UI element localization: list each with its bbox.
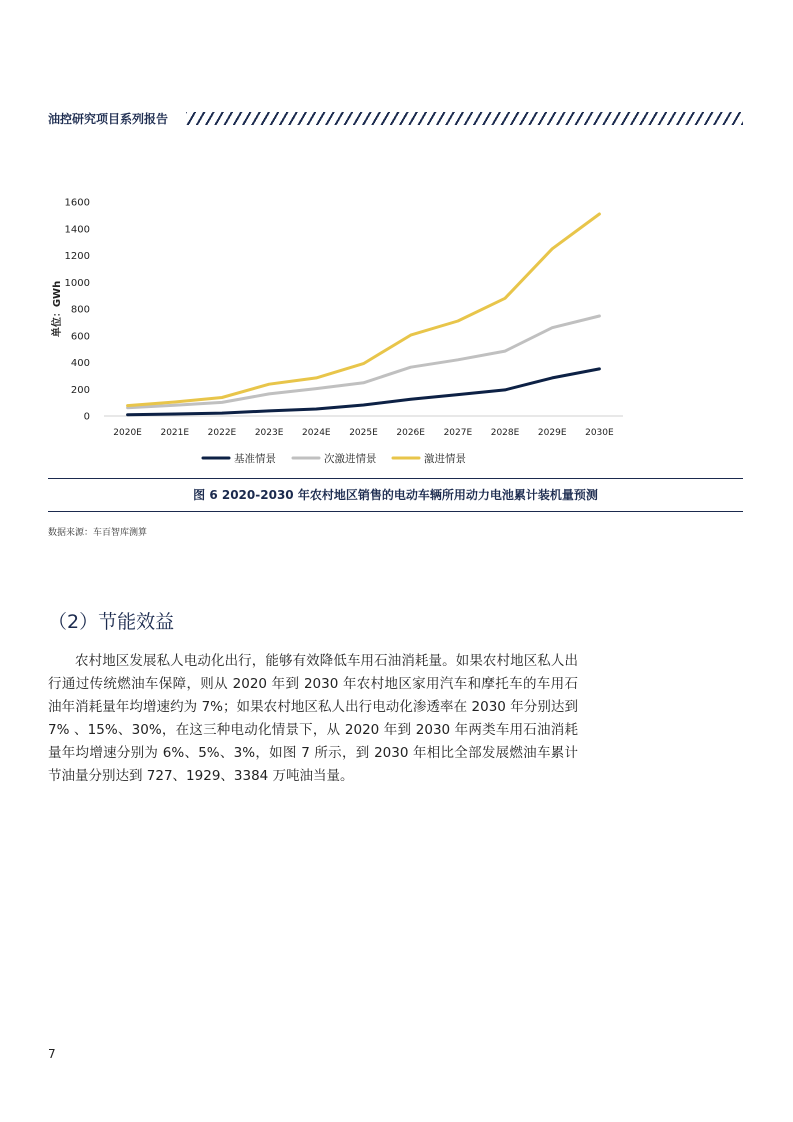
legend-label-2: 次激进情景: [324, 453, 377, 465]
data-point: [174, 413, 176, 415]
data-source: 数据来源：车百智库测算: [48, 528, 148, 538]
page-number: 7: [48, 1047, 56, 1061]
y-tick-label: 400: [70, 358, 90, 369]
data-point: [551, 327, 553, 329]
data-point: [598, 213, 600, 215]
data-point: [362, 362, 364, 364]
x-tick-label: 2023E: [254, 428, 284, 438]
y-tick-label: 600: [70, 331, 90, 343]
y-tick-label: 1000: [64, 277, 90, 289]
data-point: [126, 413, 128, 415]
x-tick-label: 2028E: [490, 428, 520, 438]
data-point: [221, 401, 223, 403]
x-tick-label: 2029E: [537, 428, 567, 438]
data-point: [409, 334, 411, 336]
x-tick-label: 2022E: [207, 428, 237, 438]
x-tick-label: 2026E: [396, 428, 425, 438]
caption-bottom-rule: [48, 511, 743, 512]
section-title: （2）节能效益: [48, 611, 175, 633]
data-point: [315, 387, 317, 389]
data-point: [221, 412, 223, 414]
y-tick-label: 200: [70, 384, 90, 396]
x-tick-label: 2027E: [443, 428, 473, 438]
data-point: [174, 404, 176, 406]
y-tick-label: 1400: [64, 224, 90, 236]
data-point: [409, 366, 411, 368]
header-hatch-decoration: [186, 112, 743, 125]
data-point: [457, 320, 459, 322]
x-tick-label: 2030E: [585, 428, 614, 438]
series-line-1: [128, 369, 600, 415]
data-point: [315, 408, 317, 410]
data-point: [504, 350, 506, 352]
data-point: [504, 389, 506, 391]
data-point: [551, 377, 553, 379]
data-point: [362, 404, 364, 406]
battery-capacity-line-chart: [48, 190, 648, 480]
x-tick-label: 2020E: [113, 428, 142, 438]
caption-top-rule: [48, 478, 743, 479]
x-tick-label: 2021E: [160, 428, 190, 438]
y-tick-label: 800: [70, 304, 90, 316]
data-point: [174, 401, 176, 403]
data-point: [268, 383, 270, 385]
data-point: [551, 248, 553, 250]
x-tick-label: 2024E: [302, 428, 331, 438]
data-point: [315, 377, 317, 379]
data-point: [457, 359, 459, 361]
data-point: [409, 398, 411, 400]
data-point: [504, 297, 506, 299]
report-series-title: 油控研究项目系列报告: [48, 112, 169, 126]
y-axis-title: 单位：GWh: [52, 280, 63, 338]
data-point: [362, 382, 364, 384]
data-point: [598, 368, 600, 370]
data-point: [268, 410, 270, 412]
y-tick-label: 1600: [64, 197, 90, 209]
data-point: [457, 393, 459, 395]
legend-label-1: 基准情景: [234, 453, 276, 465]
legend-label-3: 激进情景: [424, 453, 466, 465]
x-tick-label: 2025E: [349, 428, 378, 438]
data-point: [598, 315, 600, 317]
data-point: [268, 393, 270, 395]
series-line-3: [128, 214, 600, 406]
body-paragraph: 农村地区发展私人电动化出行，能够有效降低车用石油消耗量。如果农村地区私人出行通过传统燃油车保障，则从 2020 年到 2030 年农村地区家用汽车和摩托车的车用石油年消耗量年均增速约为 7%；如果农村地区私人出行电动化渗透率在 2030 年分别达到 7% 、15%、30%，在这三种电动化情景下，从 2020 年到 2030 年两类车用石油消耗量年均增速分别为 6%、5%、3%，如图 7 所示，到 2030 年相比全部发展燃油车累计节油量分别达到 727、1929、3384 万吨油当量。: [48, 653, 578, 784]
data-point: [126, 404, 128, 406]
y-tick-label: 0: [83, 411, 90, 423]
y-tick-label: 1200: [64, 251, 90, 262]
figure-caption: 图 6 2020-2030 年农村地区销售的电动车辆所用动力电池累计装机量预测: [193, 488, 598, 502]
data-point: [221, 396, 223, 398]
